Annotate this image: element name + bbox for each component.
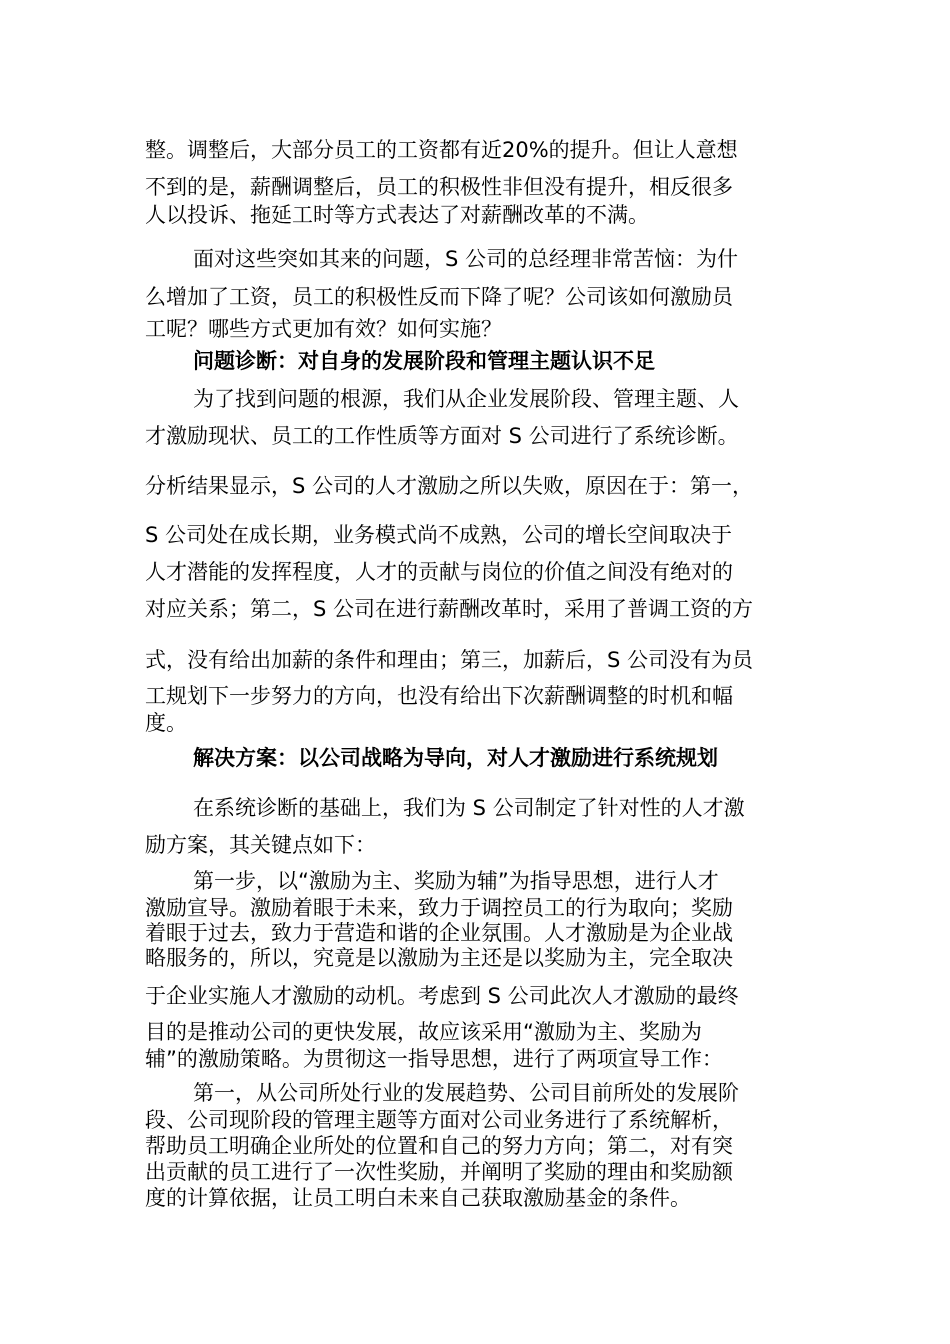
- text-line: 人以投诉、拖延工时等方式表达了对薪酬改革的不满。: [145, 203, 649, 227]
- text-line: 工呢？哪些方式更加有效？如何实施？: [145, 317, 502, 341]
- text-line: 目的是推动公司的更快发展，故应该采用“激励为主、奖励为: [145, 1020, 702, 1044]
- text-line: 出贡献的员工进行了一次性奖励，并阐明了奖励的理由和奖励额: [145, 1160, 733, 1184]
- text-line: 人才潜能的发挥程度，人才的贡献与岗位的价值之间没有绝对的: [145, 560, 733, 584]
- text-line: 对应关系；第二，S 公司在进行薪酬改革时，采用了普调工资的方: [145, 597, 754, 621]
- text-line: 第一步，以“激励为主、奖励为辅”为指导思想，进行人才: [193, 869, 719, 893]
- text-line: 不到的是，薪酬调整后，员工的积极性非但没有提升，相反很多: [145, 175, 733, 199]
- text-line: 为了找到问题的根源，我们从企业发展阶段、管理主题、人: [193, 387, 739, 411]
- text-line: 整。调整后，大部分员工的工资都有近20%的提升。但让人意想: [145, 138, 738, 162]
- text-line: 分析结果显示，S 公司的人才激励之所以失败，原因在于：第一，: [145, 474, 754, 498]
- text-line: 工规划下一步努力的方向，也没有给出下次薪酬调整的时机和幅: [145, 684, 733, 708]
- text-line: 激励宣导。激励着眼于未来，致力于调控员工的行为取向；奖励: [145, 896, 733, 920]
- text-line: 略服务的，所以，究竟是以激励为主还是以奖励为主，完全取决: [145, 946, 733, 970]
- text-line: S 公司处在成长期，业务模式尚不成熟，公司的增长空间取决于: [145, 523, 733, 547]
- text-line: 段、公司现阶段的管理主题等方面对公司业务进行了系统解析，: [145, 1108, 733, 1132]
- text-line: 度。: [145, 711, 187, 735]
- text-line: 度的计算依据，让员工明白未来自己获取激励基金的条件。: [145, 1186, 691, 1210]
- section-heading: 问题诊断：对自身的发展阶段和管理主题认识不足: [193, 349, 655, 373]
- section-heading: 解决方案：以公司战略为导向，对人才激励进行系统规划: [193, 746, 718, 770]
- text-line: 帮助员工明确企业所处的位置和自己的努力方向；第二，对有突: [145, 1134, 733, 1158]
- text-line: 于企业实施人才激励的动机。考虑到 S 公司此次人才激励的最终: [145, 984, 739, 1008]
- text-line: 面对这些突如其来的问题，S 公司的总经理非常苦恼：为什: [193, 247, 739, 271]
- text-line: 才激励现状、员工的工作性质等方面对 S 公司进行了系统诊断。: [145, 424, 739, 448]
- text-line: 在系统诊断的基础上，我们为 S 公司制定了针对性的人才激: [193, 796, 745, 820]
- text-line: 辅”的激励策略。为贯彻这一指导思想，进行了两项宣导工作：: [145, 1047, 723, 1071]
- text-line: 第一，从公司所处行业的发展趋势、公司目前所处的发展阶: [193, 1081, 739, 1105]
- text-line: 着眼于过去，致力于营造和谐的企业氛围。人才激励是为企业战: [145, 921, 733, 945]
- text-line: 励方案，其关键点如下：: [145, 833, 376, 857]
- text-line: 么增加了工资，员工的积极性反而下降了呢？公司该如何激励员: [145, 285, 733, 309]
- text-line: 式，没有给出加薪的条件和理由；第三，加薪后，S 公司没有为员: [145, 648, 754, 672]
